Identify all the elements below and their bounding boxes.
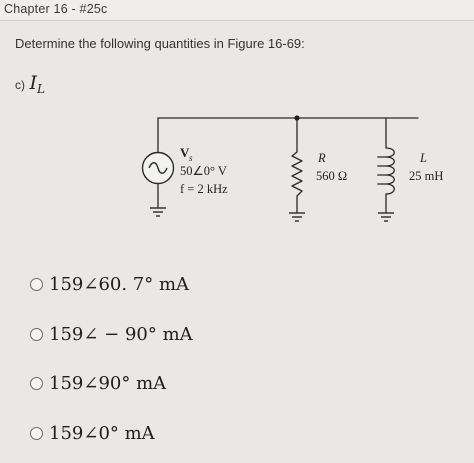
ground-icon xyxy=(378,213,394,221)
source-subscript: s xyxy=(189,153,193,163)
source-frequency: f = 2 kHz xyxy=(180,182,228,196)
answer-option-4[interactable] xyxy=(30,422,155,444)
option-label: 159∠60. 7° mA xyxy=(49,273,190,295)
source-value: 50∠0° V xyxy=(180,164,227,178)
ground-icon xyxy=(150,208,166,216)
resistor-value: 560 Ω xyxy=(316,169,348,183)
answer-option-1[interactable] xyxy=(30,273,189,295)
part-letter: c) xyxy=(15,78,25,92)
option-label: 159∠0° mA xyxy=(49,422,155,444)
source-label: V xyxy=(180,145,190,160)
resistor-icon xyxy=(292,152,302,196)
ac-source-icon xyxy=(143,153,174,184)
part-subscript: L xyxy=(36,82,45,96)
inductor-value: 25 mH xyxy=(409,169,444,183)
answer-option-2[interactable] xyxy=(30,323,193,345)
resistor-label: R xyxy=(318,151,326,165)
radio-button[interactable] xyxy=(30,328,43,341)
answer-option-3[interactable] xyxy=(30,372,166,394)
junction-dot xyxy=(294,115,299,120)
option-label: 159∠ − 90° mA xyxy=(49,323,193,345)
radio-button[interactable] xyxy=(30,427,43,440)
radio-button[interactable] xyxy=(30,377,43,390)
radio-button[interactable] xyxy=(30,278,43,291)
inductor-icon xyxy=(378,148,395,194)
chapter-title: Chapter 16 - #25c xyxy=(4,2,108,16)
inductor-label: L xyxy=(420,151,427,165)
question-prompt: Determine the following quantities in Figure 16-69: xyxy=(15,36,305,51)
option-label: 159∠90° mA xyxy=(49,372,167,394)
part-symbol: I xyxy=(29,72,37,94)
ground-icon xyxy=(289,213,305,221)
